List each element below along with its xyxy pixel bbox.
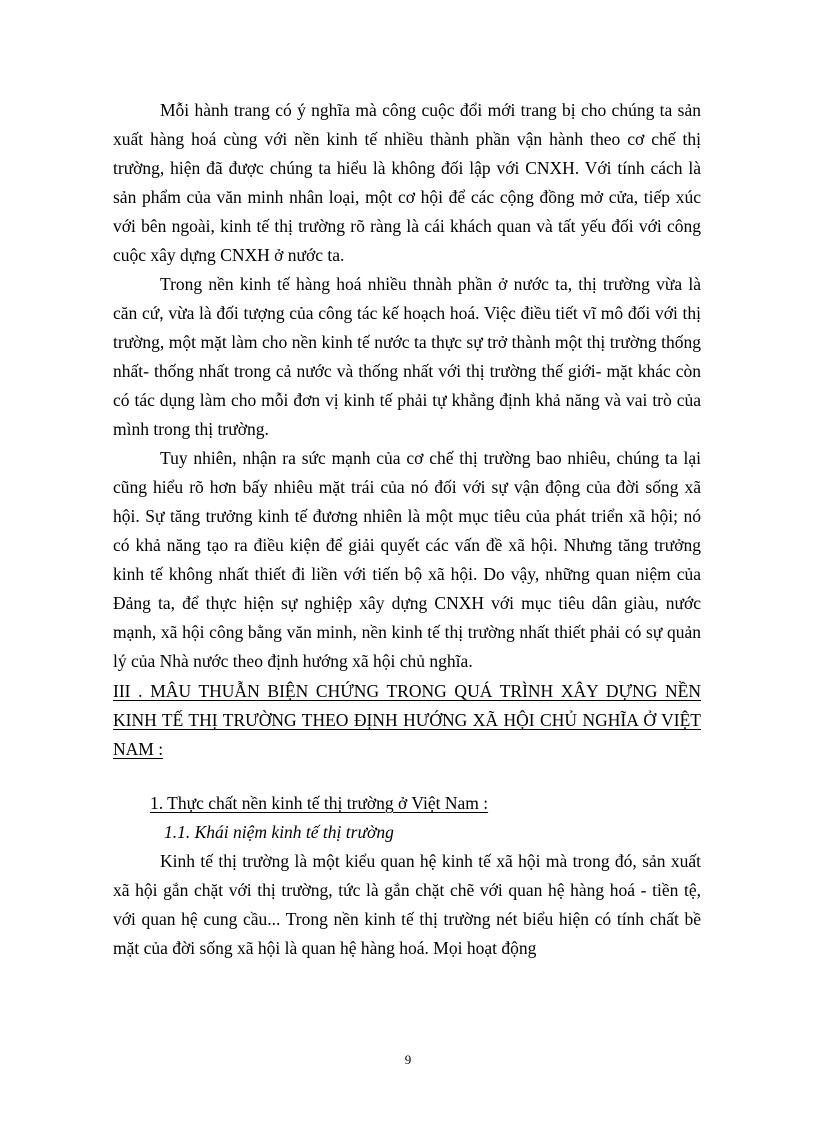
paragraph-2: Trong nền kinh tế hàng hoá nhiều thnàh phần ở nước ta, thị trường vừa là căn cứ, vừa là đối tượng của công tác kế hoạch hoá. Việc điều tiết vĩ mô đối với thị trường, một mặt làm cho nền kinh tế nước ta thực sự trở thành một thị trường thống nhất- thống nhất trong cả nước và thống nhất với thị trường thế giới- mặt khác còn có tác dụng làm cho mỗi đơn vị kinh tế phải tự khẳng định khả năng và vai trò của mình trong thị trường. bbox=[113, 274, 701, 439]
document-body bbox=[113, 96, 701, 963]
page-number: 9 bbox=[404, 1052, 412, 1067]
subheading: 1. Thực chất nền kinh tế thị trường ở Việt Nam : bbox=[150, 793, 489, 813]
paragraph-3: Tuy nhiên, nhận ra sức mạnh của cơ chế thị trường bao nhiêu, chúng ta lại cũng hiểu rõ hơn bấy nhiêu mặt trái của nó đối với sự vận động của đời sống xã hội. Sự tăng trưởng kinh tế đương nhiên là một mục tiêu của phát triển xã hội; nó có khả năng tạo ra điều kiện để giải quyết các vấn đề xã hội. Nhưng tăng trưởng kinh tế không nhất thiết đi liền với tiến bộ xã hội. Do vậy, những quan niệm của Đảng ta, để thực hiện sự nghiệp xây dựng CNXH với mục tiêu dân giàu, nước mạnh, xã hội công bằng văn minh, nền kinh tế thị trường nhất thiết phải có sự quản lý của Nhà nước theo định hướng xã hội chủ nghĩa. bbox=[113, 448, 701, 671]
paragraph-4: Kinh tế thị trường là một kiểu quan hệ kinh tế xã hội mà trong đó, sản xuất xã hội gắn chặt với thị trường, tức là gắn chặt chẽ với quan hệ hàng hoá - tiền tệ, với quan hệ cung cầu... Trong nền kinh tế thị trường nét biểu hiện có tính chất bề mặt của đời sống xã hội là quan hệ hàng hoá. Mọi hoạt động bbox=[113, 851, 701, 958]
subsubheading: 1.1. Khái niệm kinh tế thị trường bbox=[164, 822, 394, 842]
section-heading: III . MÂU THUẪN BIỆN CHỨNG TRONG QUÁ TRÌNH XÂY DỰNG NỀN KINH TẾ THỊ TRƯỜNG THEO ĐỊNH HƯỚNG XÃ HỘI CHỦ NGHĨA Ở VIỆT NAM : bbox=[113, 681, 701, 759]
paragraph-1: Mỗi hành trang có ý nghĩa mà công cuộc đổi mới trang bị cho chúng ta sản xuất hàng hoá cùng với nền kinh tế nhiều thành phần vận hành theo cơ chế thị trường, hiện đã được chúng ta hiểu là không đối lập với CNXH. Với tính cách là sản phẩm của văn minh nhân loại, một cơ hội để các cộng đồng mở cửa, tiếp xúc với bên ngoài, kinh tế thị trường rõ ràng là cái khách quan và tất yếu đối với công cuộc xây dựng CNXH ở nước ta. bbox=[113, 100, 701, 265]
